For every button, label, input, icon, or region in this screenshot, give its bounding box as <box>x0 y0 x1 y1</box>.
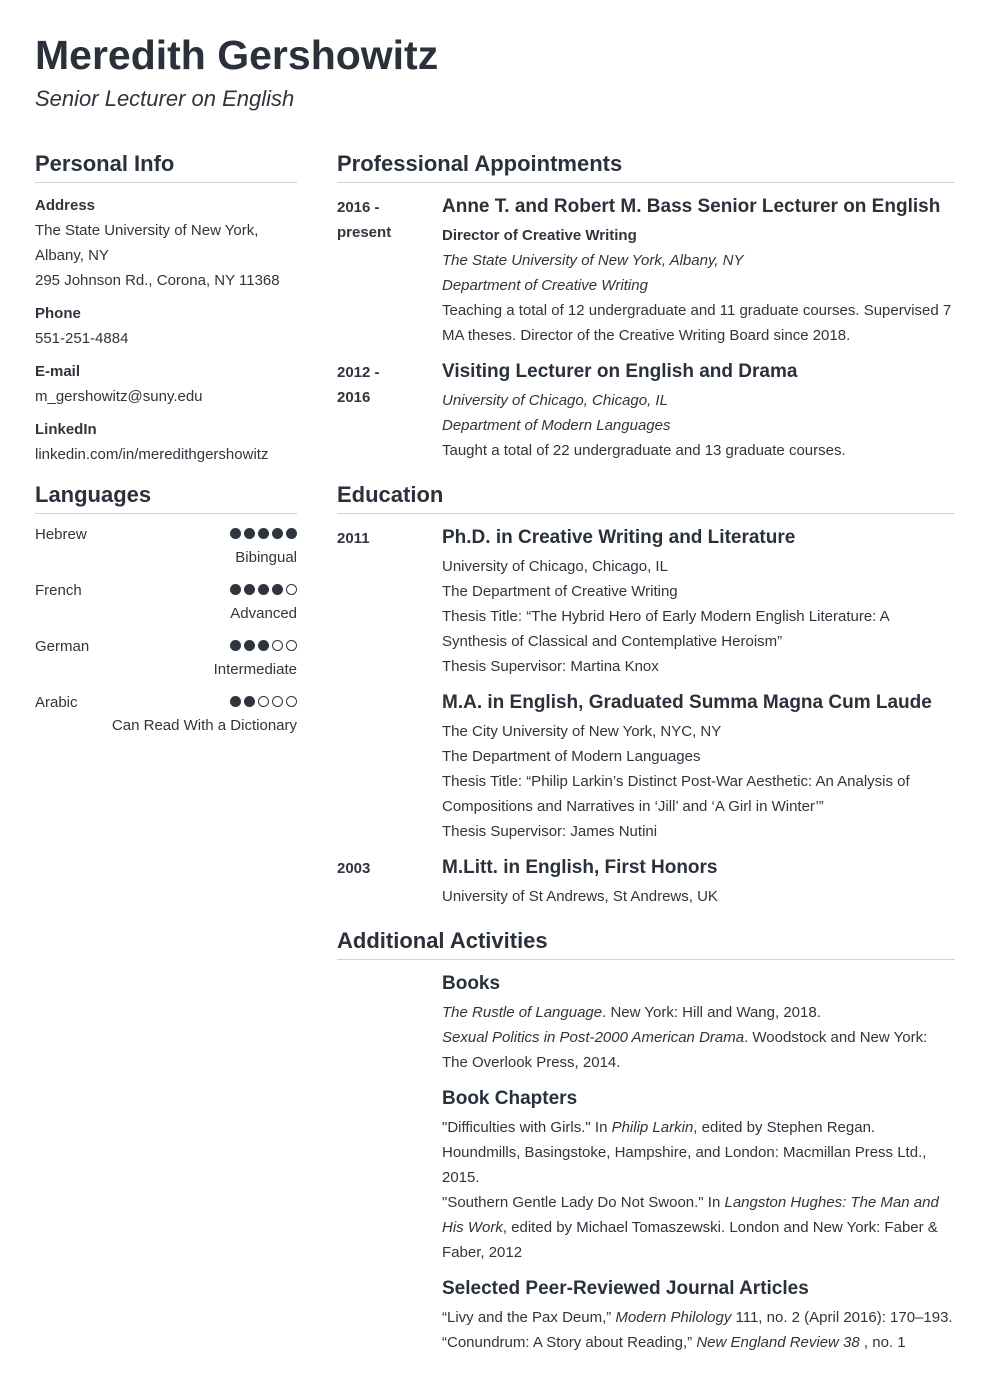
rating-dots <box>230 696 297 707</box>
rating-dot-filled <box>272 528 283 539</box>
articles-entry <box>337 1275 955 1355</box>
appointments-heading: Professional Appointments <box>337 150 955 183</box>
entry-line: Synthesis of Classical and Contemplative Heroism” <box>442 633 783 650</box>
entry-description: Teaching a total of 12 undergraduate and 11 graduate courses. Supervised 7 <box>442 302 952 319</box>
rating-dot-filled <box>230 640 241 651</box>
chapter-details: , edited by Stephen Regan. <box>693 1119 876 1136</box>
entry-description: Taught a total of 22 undergraduate and 13 graduate courses. <box>442 442 846 459</box>
candidate-name: Meredith Gershowitz <box>35 32 439 78</box>
entry-description: MA theses. Director of the Creative Writing Board since 2018. <box>442 327 851 344</box>
entry-date: 2003 <box>337 860 371 877</box>
language-name: Arabic <box>35 694 78 711</box>
language-level: Advanced <box>230 605 297 622</box>
address-line: The State University of New York, <box>35 222 259 239</box>
rating-dot-filled <box>258 528 269 539</box>
article-title: “Conundrum: A Story about Reading,” <box>442 1334 697 1351</box>
entry-title: Ph.D. in Creative Writing and Literature <box>442 527 796 548</box>
language-name: Hebrew <box>35 526 87 543</box>
entry-line: Thesis Supervisor: Martina Knox <box>442 658 659 675</box>
chapters-entry <box>337 1085 955 1265</box>
rating-dot-filled <box>272 584 283 595</box>
rating-dots <box>230 528 297 539</box>
language-item <box>35 636 297 692</box>
books-entry <box>337 970 955 1075</box>
chapter-item <box>442 1190 955 1215</box>
entry-role: Director of Creative Writing <box>442 227 637 244</box>
chapter-book: His Work <box>442 1219 503 1236</box>
entry-line: Thesis Title: “Philip Larkin’s Distinct Post-War Aesthetic: An Analysis of <box>442 773 910 790</box>
date-end: 2016 <box>337 389 371 406</box>
book-details: . New York: Hill and Wang, 2018. <box>602 1004 821 1021</box>
rating-dot-filled <box>230 584 241 595</box>
education-heading: Education <box>337 481 955 514</box>
rating-dot-filled <box>230 528 241 539</box>
address-label: Address <box>35 197 96 214</box>
article-title: “Livy and the Pax Deum,” <box>442 1309 616 1326</box>
address-line: Albany, NY <box>35 247 109 264</box>
address-line: 295 Johnson Rd., Corona, NY 11368 <box>35 272 280 289</box>
article-details: 111, no. 2 (April 2016): 170–193. <box>731 1309 953 1326</box>
entry-line: The Department of Modern Languages <box>442 748 701 765</box>
date-end: present <box>337 224 392 241</box>
rating-dot-empty <box>258 696 269 707</box>
rating-dot-empty <box>272 696 283 707</box>
rating-dot-empty <box>286 696 297 707</box>
book-item-continued: The Overlook Press, 2014. <box>442 1054 621 1071</box>
activities-heading: Additional Activities <box>337 927 955 960</box>
personal-info-heading: Personal Info <box>35 150 297 183</box>
entry-title: M.A. in English, Graduated Summa Magna Cum Laude <box>442 692 932 713</box>
entry-department: Department of Creative Writing <box>442 277 648 294</box>
article-details: , no. 1 <box>859 1334 906 1351</box>
rating-dot-empty <box>272 640 283 651</box>
entry-line: Thesis Title: “The Hybrid Hero of Early Modern English Literature: A <box>442 608 890 625</box>
rating-dot-filled <box>244 640 255 651</box>
entry-department: Department of Modern Languages <box>442 417 671 434</box>
journal-name: Modern Philology <box>615 1309 732 1326</box>
date-start: 2012 - <box>337 364 380 381</box>
linkedin-link[interactable]: linkedin.com/in/meredithgershowitz <box>35 446 269 463</box>
entry-line: Compositions and Narratives in ‘Jill’ and ‘A Girl in Winter’” <box>442 798 824 815</box>
chapter-item-continued: Houndmills, Basingstoke, Hampshire, and London: Macmillan Press Ltd., <box>442 1144 927 1161</box>
language-item <box>35 580 297 636</box>
right-column <box>337 150 955 1365</box>
candidate-title: Senior Lecturer on English <box>35 86 295 111</box>
article-item <box>442 1305 955 1330</box>
rating-dot-filled <box>230 696 241 707</box>
entry-date <box>337 360 432 410</box>
email-link[interactable]: m_gershowitz@suny.edu <box>35 388 203 405</box>
language-level: Can Read With a Dictionary <box>111 717 297 734</box>
entry-title: Visiting Lecturer on English and Drama <box>442 361 798 382</box>
entry-line: Thesis Supervisor: James Nutini <box>442 823 658 840</box>
chapter-item-continued <box>442 1215 955 1240</box>
book-title: The Rustle of Language <box>442 1004 603 1021</box>
languages-list <box>35 524 297 748</box>
rating-dot-filled <box>258 584 269 595</box>
entry-institution: University of Chicago, Chicago, IL <box>442 392 668 409</box>
date-start: 2016 - <box>337 199 380 216</box>
entry-line: University of Chicago, Chicago, IL <box>442 558 668 575</box>
entry-line: The City University of New York, NYC, NY <box>442 723 722 740</box>
phone-label: Phone <box>35 305 81 322</box>
left-column <box>35 150 297 748</box>
appointment-entry <box>337 193 955 348</box>
entry-institution: The State University of New York, Albany, NY <box>442 252 744 269</box>
rating-dots <box>230 640 297 651</box>
chapter-item-continued: Faber, 2012 <box>442 1244 523 1261</box>
phone-block <box>35 301 297 351</box>
rating-dot-filled <box>244 696 255 707</box>
entry-date: 2011 <box>337 530 370 547</box>
education-entry <box>337 524 955 679</box>
rating-dot-filled <box>286 528 297 539</box>
chapter-title: "Southern Gentle Lady Do Not Swoon." In <box>442 1194 725 1211</box>
chapter-book: Philip Larkin <box>611 1119 694 1136</box>
email-block <box>35 359 297 409</box>
language-item <box>35 524 297 580</box>
rating-dot-filled <box>244 528 255 539</box>
phone-value: 551-251-4884 <box>35 330 129 347</box>
linkedin-block <box>35 417 297 467</box>
education-entry <box>337 689 955 844</box>
articles-title: Selected Peer-Reviewed Journal Articles <box>442 1278 809 1299</box>
appointment-entry <box>337 358 955 463</box>
book-item <box>442 1000 955 1025</box>
address-block <box>35 193 297 293</box>
languages-heading: Languages <box>35 481 297 514</box>
entry-title: Anne T. and Robert M. Bass Senior Lecturer on English <box>442 196 941 217</box>
language-level: Intermediate <box>213 661 297 678</box>
chapter-title: "Difficulties with Girls." In <box>442 1119 612 1136</box>
journal-name: New England Review 38 <box>696 1334 860 1351</box>
chapter-item <box>442 1115 955 1140</box>
entry-line: The Department of Creative Writing <box>442 583 678 600</box>
email-label: E-mail <box>35 363 81 380</box>
language-item <box>35 692 297 748</box>
rating-dot-empty <box>286 640 297 651</box>
rating-dots <box>230 584 297 595</box>
book-details: . Woodstock and New York: <box>744 1029 928 1046</box>
article-item <box>442 1330 955 1355</box>
entry-title: M.Litt. in English, First Honors <box>442 857 718 878</box>
linkedin-label: LinkedIn <box>35 421 97 438</box>
language-name: German <box>35 638 90 655</box>
chapter-item-continued: 2015. <box>442 1169 480 1186</box>
rating-dot-filled <box>244 584 255 595</box>
language-level: Bibingual <box>235 549 297 566</box>
entry-date <box>337 195 432 245</box>
book-title: Sexual Politics in Post-2000 American Drama <box>442 1029 745 1046</box>
books-title: Books <box>442 973 501 994</box>
chapters-title: Book Chapters <box>442 1088 578 1109</box>
education-entry <box>337 854 955 909</box>
language-name: French <box>35 582 82 599</box>
book-item <box>442 1025 955 1050</box>
chapter-book: Langston Hughes: The Man and <box>724 1194 939 1211</box>
chapter-details: , edited by Michael Tomaszewski. London and New York: Faber & <box>502 1219 938 1236</box>
entry-line: University of St Andrews, St Andrews, UK <box>442 888 718 905</box>
rating-dot-empty <box>286 584 297 595</box>
rating-dot-filled <box>258 640 269 651</box>
